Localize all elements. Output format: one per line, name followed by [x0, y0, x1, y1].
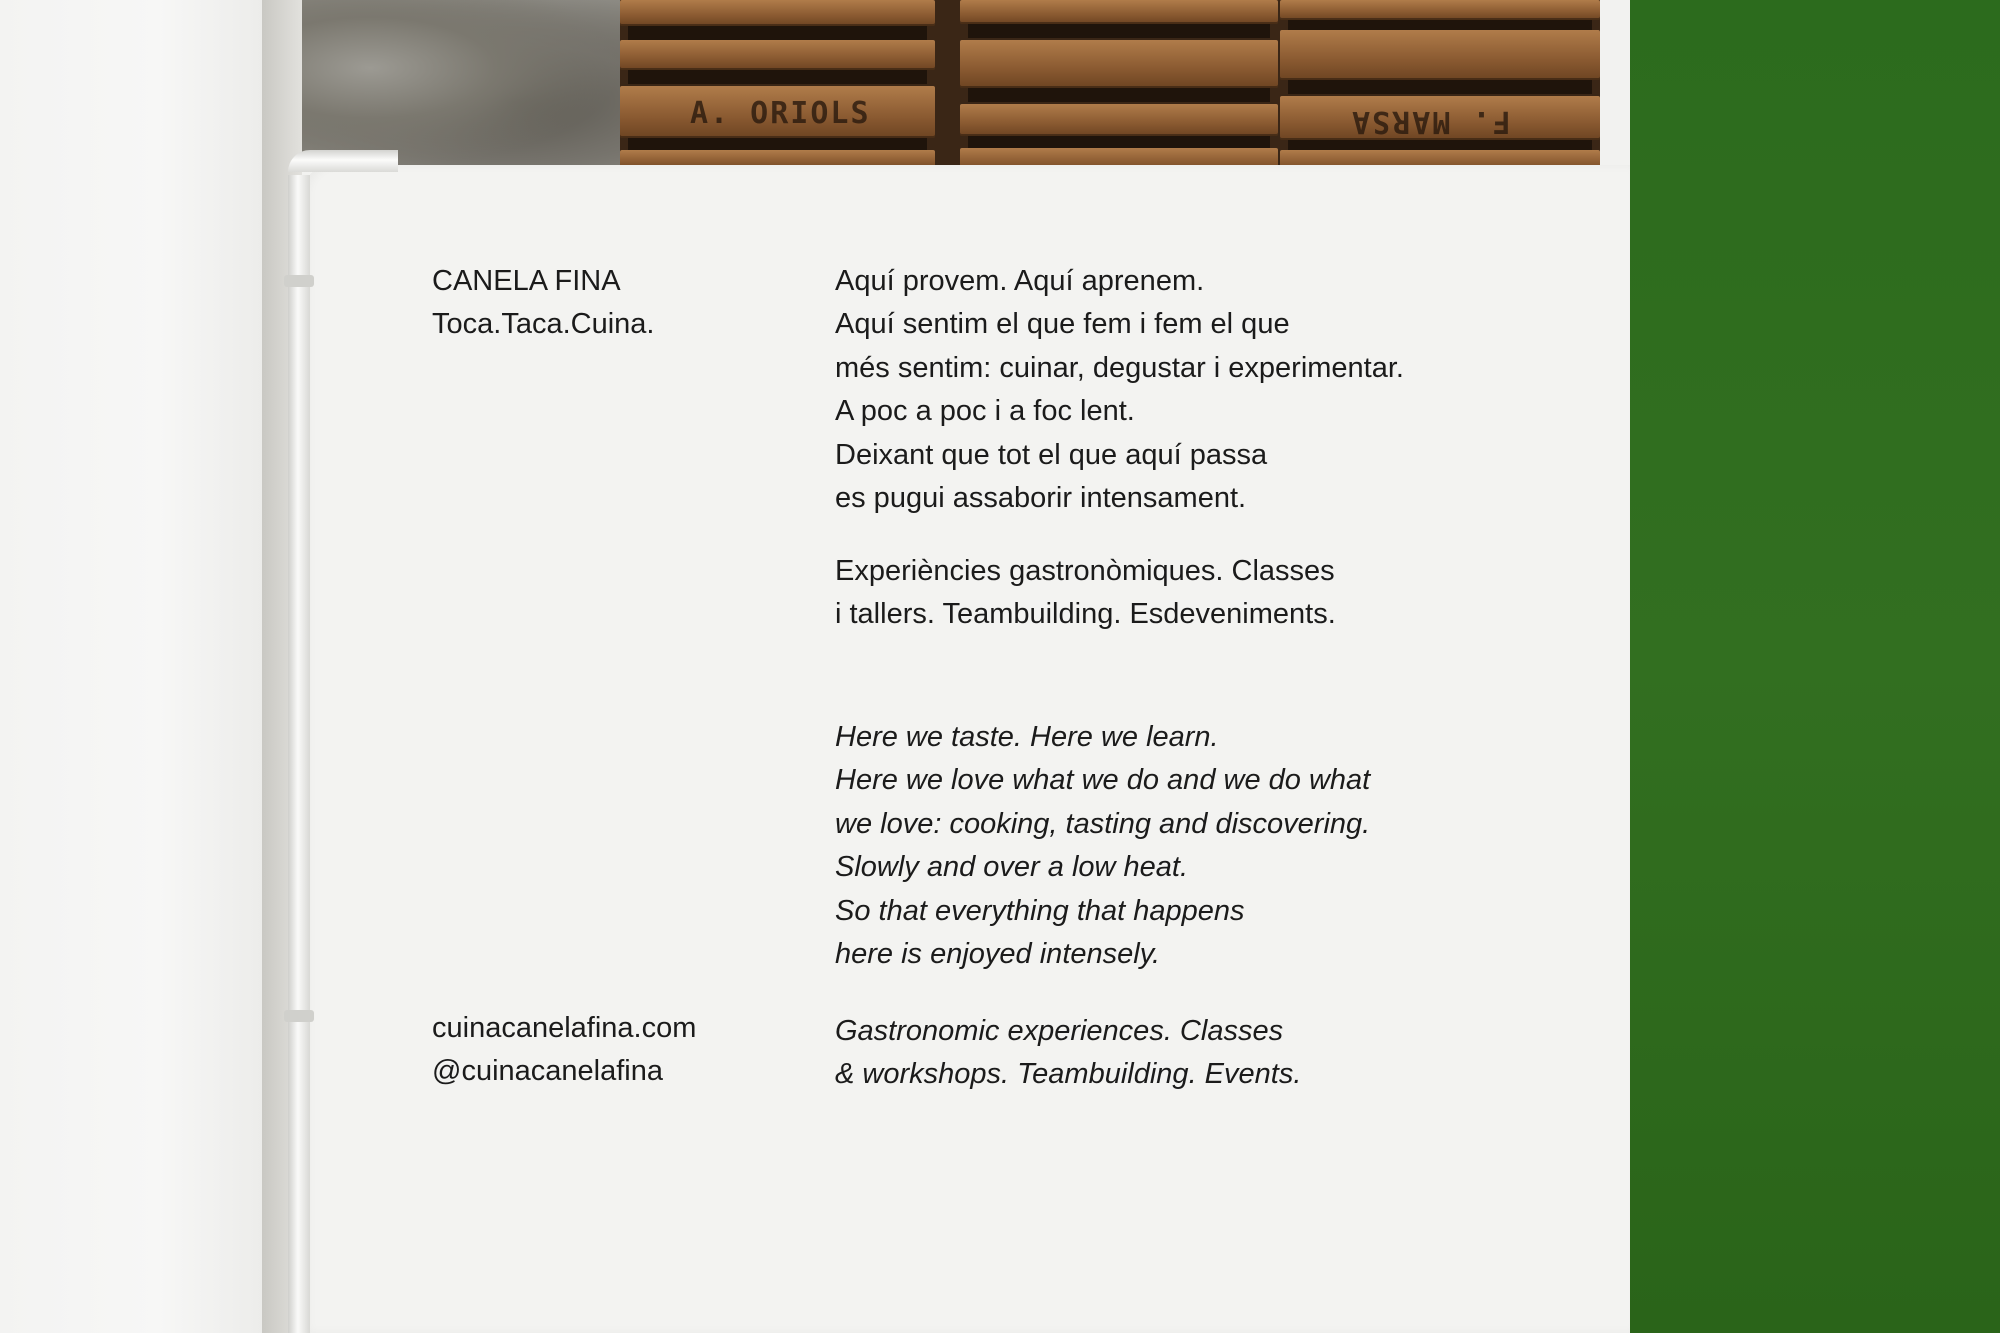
left-white-wall — [0, 0, 265, 1333]
catalan-intro-line: Deixant que tot el que aquí passa — [835, 439, 1268, 471]
crate-stack-right — [1280, 0, 1600, 172]
english-services-line: & workshops. Teambuilding. Events. — [835, 1058, 1302, 1090]
crate-stencil-left: A. ORIOLS — [690, 96, 871, 131]
pipe-clip — [284, 1010, 314, 1022]
crate-stack-middle — [960, 0, 1278, 172]
stone-wall-texture — [262, 0, 622, 170]
crate-stack-left — [620, 0, 935, 172]
english-intro-line: Here we love what we do and we do what — [835, 764, 1371, 796]
catalan-intro-line: A poc a poc i a foc lent. — [835, 395, 1135, 427]
social-handle: @cuinacanelafina — [432, 1055, 663, 1087]
english-intro-line: Here we taste. Here we learn. — [835, 721, 1219, 753]
catalan-intro-line: Aquí provem. Aquí aprenem. — [835, 265, 1205, 297]
english-intro-line: here is enjoyed intensely. — [835, 938, 1161, 970]
wall-pipe — [288, 175, 310, 1333]
catalan-services-line: Experiències gastronòmiques. Classes — [835, 555, 1335, 587]
brand-tagline: Toca.Taca.Cuina. — [432, 308, 655, 340]
green-wall — [1630, 0, 2000, 1333]
brand-name: CANELA FINA — [432, 265, 621, 297]
english-intro-line: So that everything that happens — [835, 895, 1245, 927]
website-link: cuinacanelafina.com — [432, 1012, 697, 1044]
english-intro-line: Slowly and over a low heat. — [835, 851, 1189, 883]
catalan-intro-line: més sentim: cuinar, degustar i experimentar. — [835, 352, 1404, 384]
wooden-crates — [620, 0, 1600, 172]
english-services-line: Gastronomic experiences. Classes — [835, 1015, 1284, 1047]
english-intro-line: we love: cooking, tasting and discovering. — [835, 808, 1371, 840]
catalan-services-line: i tallers. Teambuilding. Esdeveniments. — [835, 598, 1336, 630]
catalan-intro-line: Aquí sentim el que fem i fem el que — [835, 308, 1290, 340]
pipe-bend — [288, 150, 398, 172]
catalan-intro-line: es pugui assaborir intensament. — [835, 482, 1247, 514]
pipe-clip — [284, 275, 314, 287]
crate-stencil-right: F. MARSA — [1350, 104, 1511, 139]
